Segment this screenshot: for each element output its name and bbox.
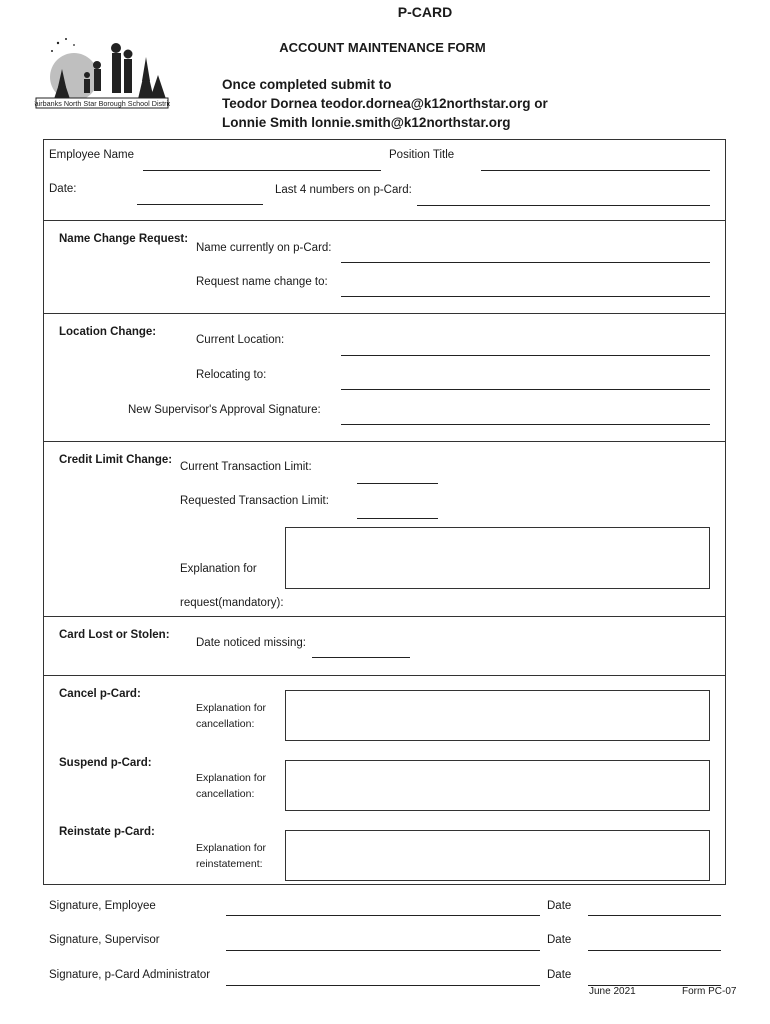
date-label: Date:	[49, 183, 77, 195]
reinstate-explanation-box[interactable]	[285, 830, 710, 881]
name-request-label: Request name change to:	[196, 276, 328, 288]
form-subtitle: ACCOUNT MAINTENANCE FORM	[279, 40, 486, 55]
name-current-label: Name currently on p-Card:	[196, 242, 332, 254]
supervisor-signature-line[interactable]	[226, 950, 540, 951]
submit-instructions-line3: Lonnie Smith lonnie.smith@k12northstar.org	[222, 115, 511, 130]
district-logo	[34, 35, 170, 113]
credit-explanation-box[interactable]	[285, 527, 710, 589]
credit-limit-heading: Credit Limit Change:	[59, 454, 173, 466]
date-missing-field[interactable]	[312, 657, 410, 658]
submit-instructions-line1: Once completed submit to	[222, 77, 392, 92]
district-logo-graphic	[34, 35, 170, 113]
employee-date-field[interactable]	[588, 915, 721, 916]
current-limit-field[interactable]	[357, 483, 438, 484]
position-title-field[interactable]	[481, 170, 710, 171]
footer-form-id: Form PC-07	[682, 986, 737, 997]
form-title: P-CARD	[397, 4, 453, 20]
requested-limit-field[interactable]	[357, 518, 438, 519]
name-request-field[interactable]	[341, 296, 710, 297]
admin-signature-field[interactable]	[226, 985, 540, 986]
admin-date-label: Date	[547, 969, 572, 981]
last4-field[interactable]	[417, 205, 710, 206]
cancel-explanation-label-2: cancellation:	[196, 718, 255, 730]
supervisor-signature-label-2: Signature, Supervisor	[49, 934, 160, 946]
current-limit-label: Current Transaction Limit:	[180, 461, 312, 473]
suspend-explanation-label: Explanation for	[196, 772, 267, 784]
section-divider	[43, 220, 726, 221]
employee-date-label: Date	[547, 900, 572, 912]
suspend-explanation-label-2: cancellation:	[196, 788, 255, 800]
section-divider	[43, 441, 726, 442]
logo-text: Fairbanks North Star Borough School District	[34, 99, 170, 108]
employee-signature-field[interactable]	[226, 915, 540, 916]
name-current-field[interactable]	[341, 262, 710, 263]
requested-limit-label: Requested Transaction Limit:	[180, 495, 329, 507]
submit-instructions-line2: Teodor Dornea teodor.dornea@k12northstar.org or	[222, 96, 548, 111]
reinstate-explanation-label-2: reinstatement:	[196, 858, 263, 870]
supervisor-date-field[interactable]	[588, 950, 721, 951]
suspend-heading: Suspend p-Card:	[59, 757, 152, 769]
employee-name-label: Employee Name	[49, 149, 135, 161]
section-divider	[43, 675, 726, 676]
credit-explanation-label: Explanation for	[180, 563, 257, 575]
cancel-explanation-label: Explanation for	[196, 702, 267, 714]
reinstate-heading: Reinstate p-Card:	[59, 826, 155, 838]
supervisor-signature-label: New Supervisor's Approval Signature:	[128, 404, 321, 416]
card-lost-heading: Card Lost or Stolen:	[59, 629, 170, 641]
position-title-label: Position Title	[389, 149, 455, 161]
cancel-heading: Cancel p-Card:	[59, 688, 141, 700]
date-field[interactable]	[137, 204, 263, 205]
name-change-heading: Name Change Request:	[59, 233, 189, 245]
credit-explanation-label-2: request(mandatory):	[180, 597, 284, 609]
current-location-label: Current Location:	[196, 334, 285, 346]
section-divider	[43, 313, 726, 314]
relocating-label: Relocating to:	[196, 369, 267, 381]
supervisor-date-label: Date	[547, 934, 572, 946]
employee-signature-label: Signature, Employee	[49, 900, 156, 912]
footer-date: June 2021	[589, 986, 636, 997]
current-location-field[interactable]	[341, 355, 710, 356]
cancel-explanation-box[interactable]	[285, 690, 710, 741]
relocating-field[interactable]	[341, 389, 710, 390]
reinstate-explanation-label: Explanation for	[196, 842, 267, 854]
section-divider	[43, 616, 726, 617]
employee-name-field[interactable]	[143, 170, 381, 171]
date-missing-label: Date noticed missing:	[196, 637, 306, 649]
admin-signature-label: Signature, p-Card Administrator	[49, 969, 211, 981]
supervisor-signature-field[interactable]	[341, 424, 710, 425]
suspend-explanation-box[interactable]	[285, 760, 710, 811]
last4-label: Last 4 numbers on p-Card:	[275, 184, 412, 196]
location-change-heading: Location Change:	[59, 326, 157, 338]
